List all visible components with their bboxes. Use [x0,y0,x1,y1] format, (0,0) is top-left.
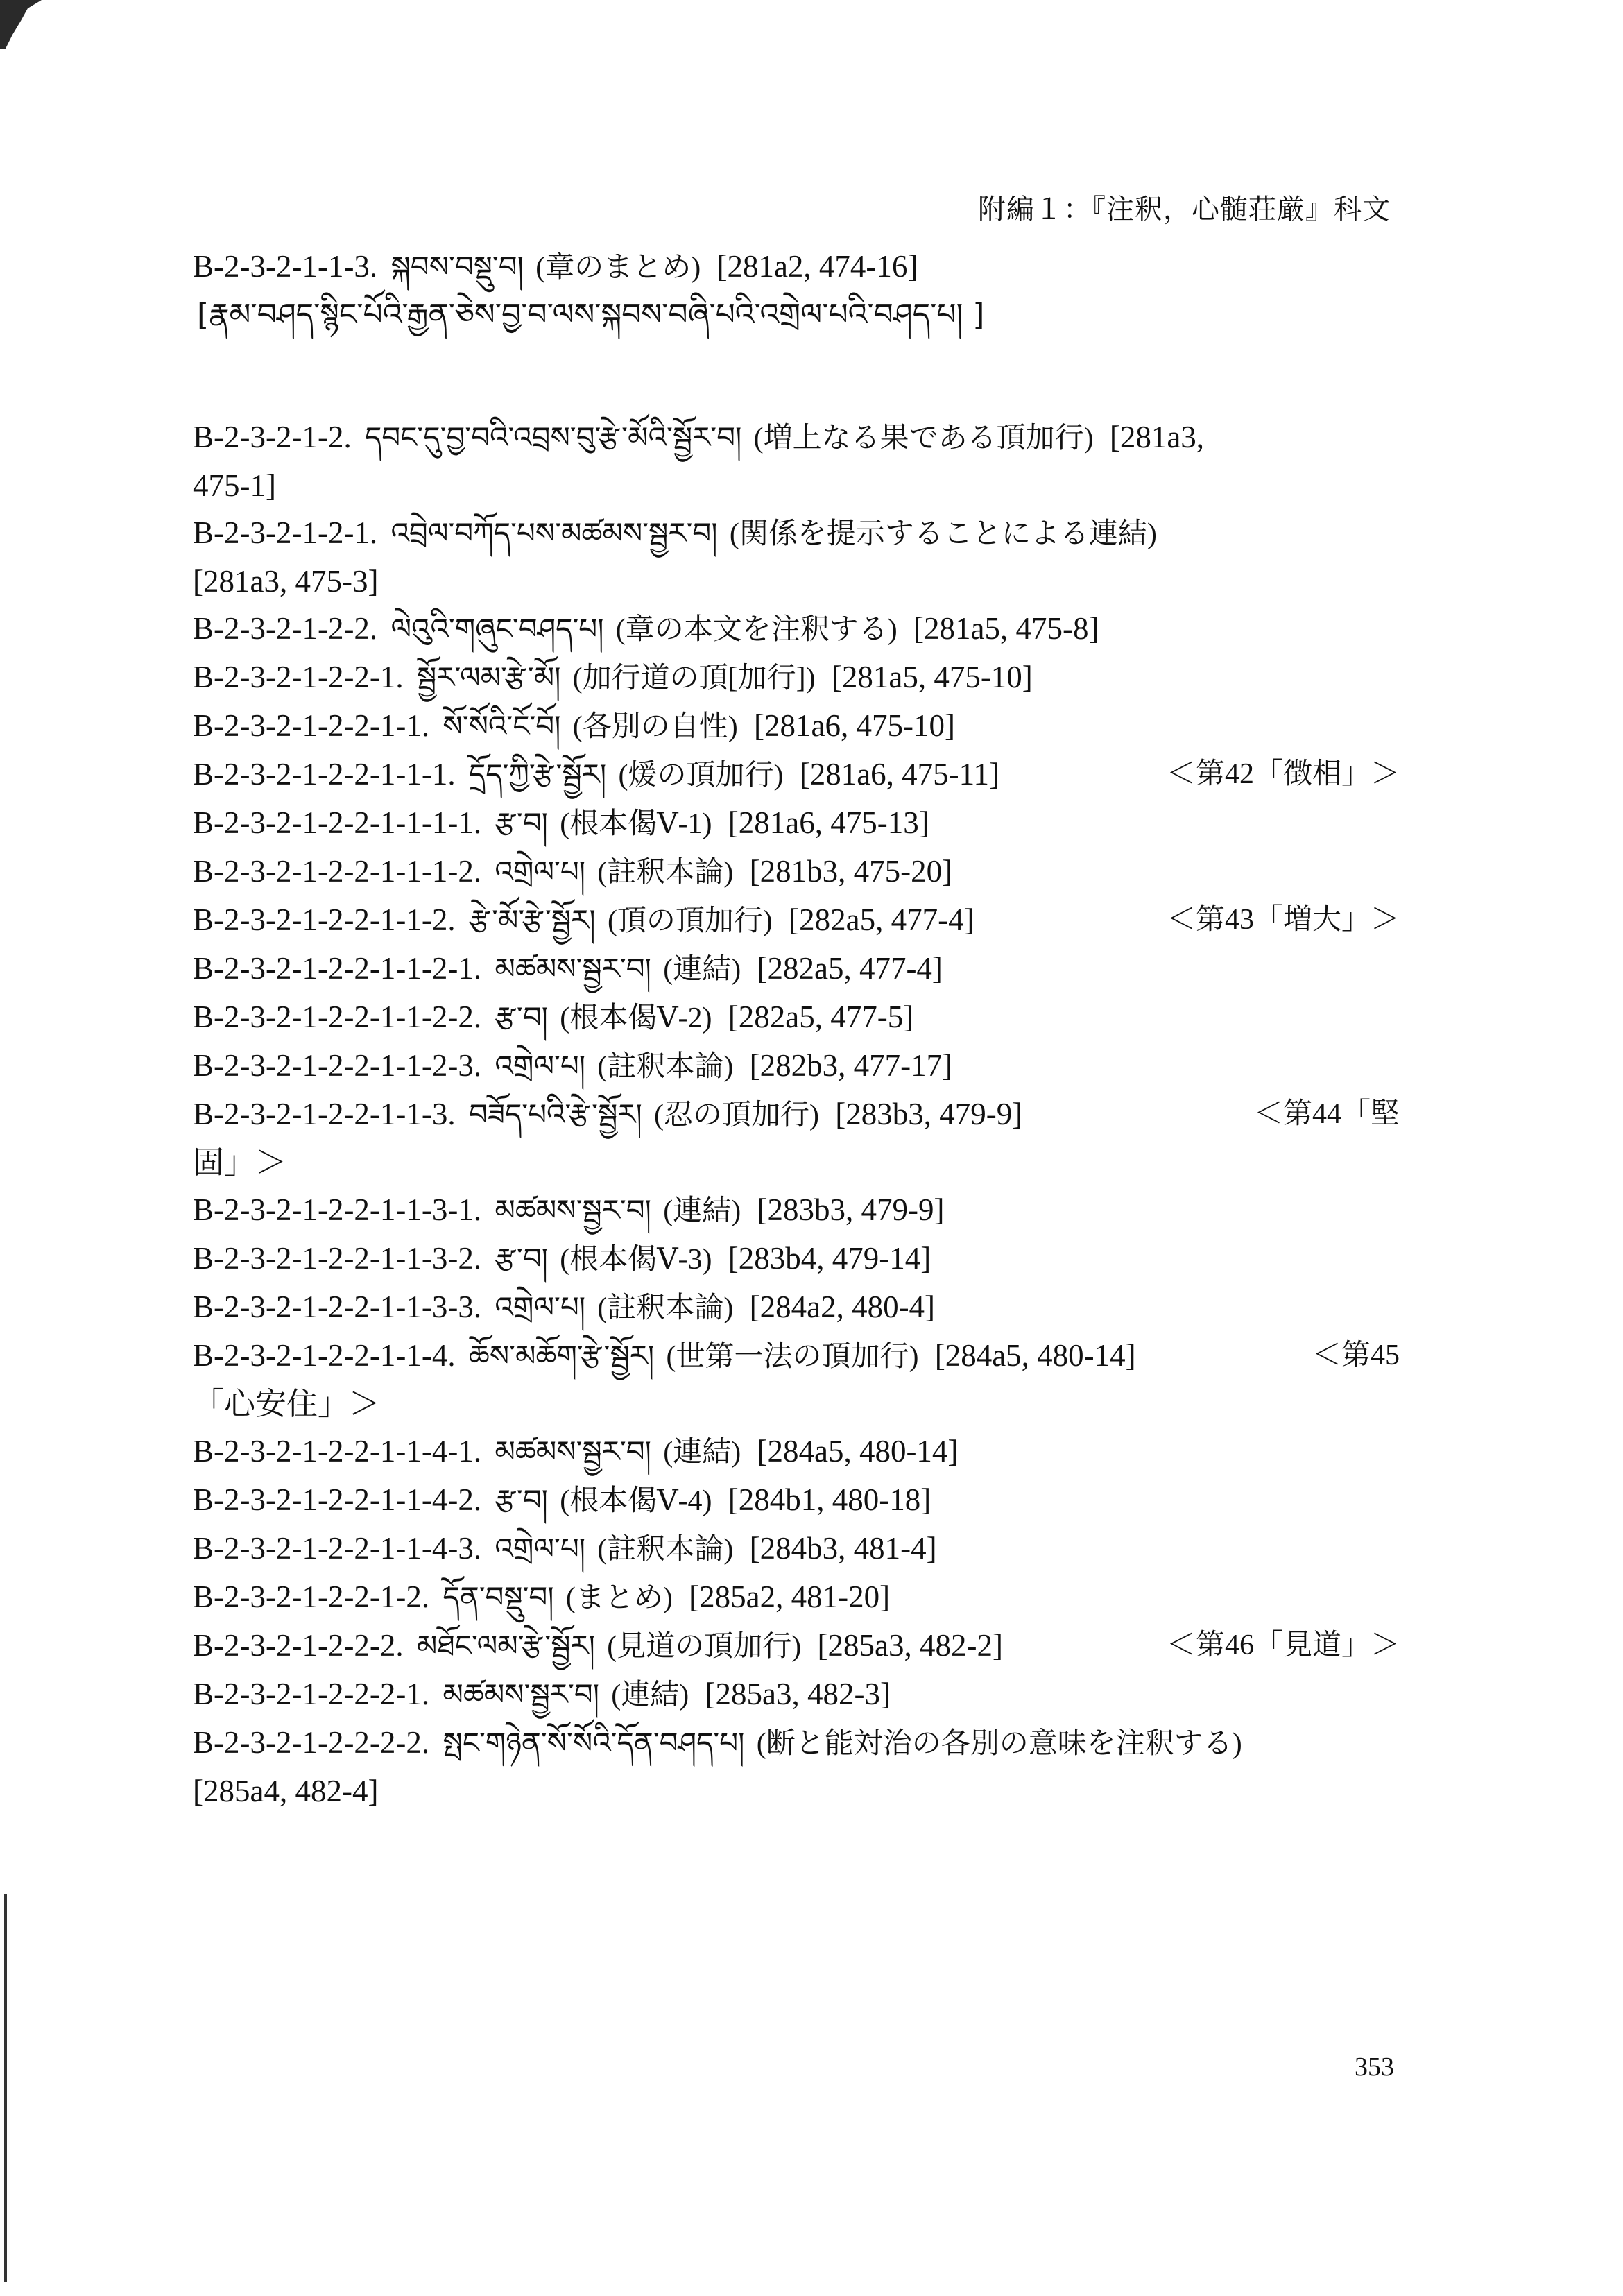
entry-tibetan: རྩ་བ། [495,1000,548,1034]
entry-reference: [285a3, 482-2] [817,1628,1003,1663]
entry-reference: [281a2, 474-16] [716,249,918,284]
entry-japanese: (煖の頂加行) [618,760,784,791]
entry-japanese: (章のまとめ) [535,252,701,284]
entry-japanese: (連結) [663,1437,741,1468]
outline-entry [193,993,1400,1042]
entry-japanese: (忍の頂加行) [654,1099,820,1131]
entry-reference: [285a2, 481-20] [689,1579,891,1614]
entry-tibetan: སྤང་གཉེན་སོ་སོའི་དོན་བཤད་པ། [443,1726,745,1760]
outline-entry [193,1428,1400,1476]
outline-entry [193,653,1400,702]
entry-tibetan: རྩ་བ། [495,806,548,840]
entry-japanese: (註釈本論) [597,1534,734,1566]
entry-code: B-2-3-2-1-2-2-1-1-3-3. [193,1290,482,1324]
entry-reference: [281a6, 475-10] [754,708,955,743]
entry-japanese: (註釈本論) [597,857,734,889]
entry-reference: [281a6, 475-11] [799,757,999,791]
outline-entry [193,605,1400,653]
entry-tibetan: དྲོད་ཀྱི་རྩེ་སྦྱོར། [468,757,607,791]
entry-japanese: (加行道の頂[加行]) [572,662,816,694]
entry-tibetan: མཚམས་སྦྱར་བ། [495,1193,651,1227]
entry-japanese: (見道の頂加行) [607,1631,802,1663]
entry-tibetan: སྦྱོར་ལམ་རྩེ་མོ། [416,660,561,694]
entry-code: B-2-3-2-1-2-2-1-1-2-1. [193,951,482,986]
outline-entry [193,896,1400,945]
entry-code: B-2-3-2-1-1-3. [193,249,378,284]
entry-tibetan: འགྲེལ་པ། [495,1290,586,1324]
outline-entry [193,1670,1400,1719]
entry-japanese: (章の本文を注釈する) [615,614,898,646]
page-number: 353 [1355,2053,1394,2082]
entry-code: B-2-3-2-1-2. [193,420,352,454]
section-marker-cont: 固」＞ [193,1145,287,1180]
entry-code: B-2-3-2-1-2-2-1-2. [193,1579,430,1614]
entry-japanese: (まとめ) [565,1582,673,1614]
colophon-tibetan: [རྣམ་བཤད་སྙིང་པོའི་རྒྱན་ཅེས་བྱ་བ་ལས་སྐབས་བཞི་པའི་འགྲེལ་པའི་བཤད་པ། ] [197,297,985,332]
entry-japanese: (根本偈Ⅴ-3) [560,1244,712,1276]
entry-japanese: (根本偈Ⅴ-4) [560,1485,712,1517]
entry-code: B-2-3-2-1-2-2-1-1-4. [193,1338,456,1373]
entry-reference: [281a5, 475-10] [831,660,1033,694]
entry-code: B-2-3-2-1-2-2-1-1-1-2. [193,854,482,889]
entry-code: B-2-3-2-1-2-1. [193,515,378,550]
entry-reference-cont: 475-1] [193,468,276,503]
entry-reference: [283b4, 479-14] [728,1241,931,1276]
entry-reference: [282a5, 477-4] [757,951,943,986]
entry-japanese: (註釈本論) [597,1051,734,1083]
entry-tibetan: བཟོད་པའི་རྩེ་སྦྱོར། [468,1097,642,1131]
entry-reference: [284a2, 480-4] [749,1290,936,1324]
entry-tibetan: མཐོང་ལམ་རྩེ་སྦྱོར། [416,1629,596,1663]
section-marker: ＜第42「徴相」＞ [1166,758,1400,790]
entry-japanese: (関係を提示することによる連結) [729,518,1157,550]
entry-japanese: (各別の自性) [572,711,738,743]
outline-entry [193,799,1400,848]
scan-edge-line [4,1894,7,2282]
entry-tibetan: དོན་བསྡུ་བ། [443,1580,554,1614]
entry-code: B-2-3-2-1-2-2. [193,611,378,646]
entry-reference: [285a4, 482-4] [193,1774,379,1808]
entry-reference: [284a5, 480-14] [934,1338,1136,1373]
entry-reference: [281a6, 475-13] [728,805,929,840]
entry-tibetan: ཆོས་མཆོག་རྩེ་སྦྱོར། [468,1339,655,1373]
section-marker: ＜第43「増大」＞ [1166,904,1400,936]
outline-entry [193,1042,1400,1090]
entry-reference: [285a3, 482-3] [705,1677,891,1711]
entry-japanese: (連結) [663,954,741,986]
entry-code: B-2-3-2-1-2-2-2. [193,1628,404,1663]
entry-tibetan: སྐབས་བསྡུ་བ། [390,250,524,284]
running-head: 附編１：『注釈，心髄荘厳』科文 [978,194,1391,225]
entry-japanese: (連結) [611,1679,689,1711]
entry-tibetan: སོ་སོའི་ངོ་བོ། [443,709,561,743]
entry-japanese: (註釈本論) [597,1292,734,1324]
entry-tibetan: རྩ་བ། [495,1242,548,1276]
outline-entry [193,1283,1400,1332]
entry-code: B-2-3-2-1-2-2-1-1-4-3. [193,1531,482,1566]
outline-entry [193,702,1400,751]
entry-code: B-2-3-2-1-2-2-1. [193,660,404,694]
entry-code: B-2-3-2-1-2-2-1-1-2-3. [193,1048,482,1083]
entry-reference: [283b3, 479-9] [757,1192,945,1227]
outline-entry [193,413,1400,509]
entry-code: B-2-3-2-1-2-2-1-1-1. [193,757,456,791]
outline-entry [193,1622,1400,1670]
entry-tibetan: མཚམས་སྦྱར་བ། [495,1434,651,1468]
outline-entry [193,848,1400,896]
entry-reference: [282a5, 477-4] [789,902,974,937]
outline-entry [193,945,1400,993]
entry-code: B-2-3-2-1-2-2-1-1-2. [193,902,456,937]
outline-list [193,243,1400,1815]
entry-tibetan: རྩ་བ། [495,1483,548,1517]
entry-japanese: (連結) [663,1195,741,1227]
entry-reference: [282b3, 477-17] [749,1048,953,1083]
entry-reference: [283b3, 479-9] [835,1097,1023,1131]
entry-code: B-2-3-2-1-2-2-1-1-3-1. [193,1192,482,1227]
entry-tibetan: ལེའུའི་གཞུང་བཤད་པ། [390,612,604,646]
outline-entry [193,1186,1400,1235]
section-marker: ＜第46「見道」＞ [1166,1629,1400,1661]
entry-japanese: (増上なる果である頂加行) [753,422,1094,454]
entry-reference: [284b1, 480-18] [728,1482,931,1517]
entry-code: B-2-3-2-1-2-2-1-1-4-1. [193,1434,482,1468]
entry-reference: [284a5, 480-14] [757,1434,959,1468]
outline-entry [193,751,1400,799]
entry-reference: [284b3, 481-4] [749,1531,937,1566]
entry-tibetan: འགྲེལ་པ། [495,1532,586,1566]
outline-entry [193,1573,1400,1622]
entry-tibetan: འབྲེལ་བཀོད་པས་མཚམས་སྦྱར་བ། [390,516,718,550]
chapter-colophon [193,291,1400,339]
outline-entry [193,1235,1400,1283]
entry-japanese: (根本偈Ⅴ-2) [560,1002,712,1034]
entry-code: B-2-3-2-1-2-2-1-1-2-2. [193,1000,482,1034]
outline-entry [193,1525,1400,1573]
entry-code: B-2-3-2-1-2-2-1-1-4-2. [193,1482,482,1517]
outline-entry [193,1332,1400,1428]
outline-entry [193,243,1400,291]
entry-tibetan: རྩེ་མོ་རྩེ་སྦྱོར། [468,903,596,937]
entry-japanese: (断と能対治の各別の意味を注釈する) [756,1728,1242,1760]
entry-japanese: (頂の頂加行) [607,905,773,937]
scan-corner-mark [0,0,42,49]
entry-code: B-2-3-2-1-2-2-1-1-3-2. [193,1241,482,1276]
outline-entry [193,1719,1400,1815]
section-marker-cont: 「心安住」＞ [193,1387,381,1421]
outline-entry [193,1476,1400,1525]
entry-reference: [282a5, 477-5] [728,1000,914,1034]
entry-tibetan: འགྲེལ་པ། [495,1049,586,1083]
entry-reference: [281a3, [1109,420,1205,454]
entry-code: B-2-3-2-1-2-2-1-1-3. [193,1097,456,1131]
outline-entry [193,1090,1400,1186]
entry-code: B-2-3-2-1-2-2-2-1. [193,1677,430,1711]
entry-tibetan: མཚམས་སྦྱར་བ། [443,1677,600,1711]
entry-reference: [281a5, 475-8] [913,611,1099,646]
entry-japanese: (世第一法の頂加行) [666,1341,919,1373]
entry-code: B-2-3-2-1-2-2-1-1-1-1. [193,805,482,840]
section-marker: ＜第44「堅 [1253,1098,1400,1130]
entry-tibetan: དབང་དུ་བྱ་བའི་འབྲས་བུ་རྩེ་མོའི་སྦྱོར་བ། [364,420,742,454]
entry-japanese: (根本偈Ⅴ-1) [560,808,712,840]
section-marker: ＜第45 [1312,1339,1400,1371]
entry-tibetan: འགྲེལ་པ། [495,855,586,889]
entry-tibetan: མཚམས་སྦྱར་བ། [495,952,651,986]
entry-code: B-2-3-2-1-2-2-1-1. [193,708,430,743]
entry-code: B-2-3-2-1-2-2-2-2. [193,1725,430,1760]
outline-entry [193,509,1400,605]
entry-reference: [281b3, 475-20] [749,854,953,889]
entry-reference: [281a3, 475-3] [193,564,379,599]
